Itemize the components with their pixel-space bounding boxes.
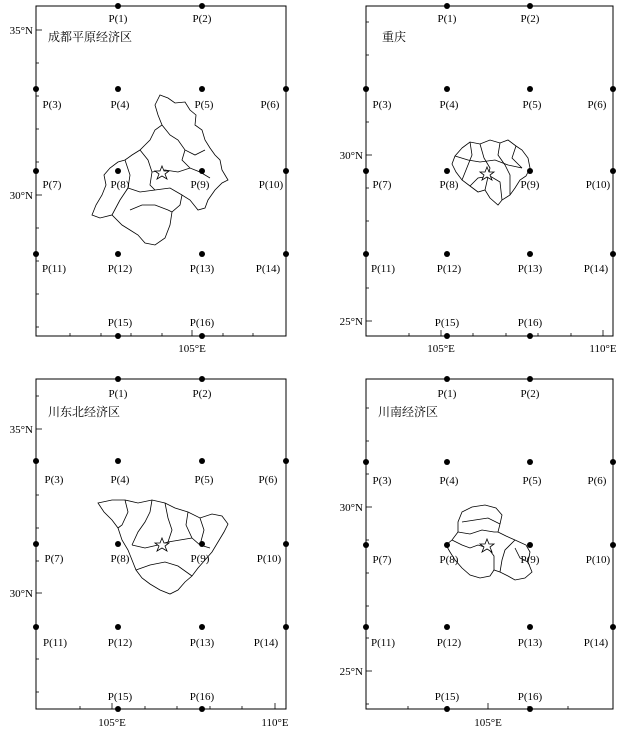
point-label: P(2) bbox=[192, 13, 212, 25]
point-label: P(2) bbox=[192, 388, 212, 400]
lon-label: 105°E bbox=[474, 717, 502, 729]
point-label: P(2) bbox=[520, 388, 540, 400]
point-label: P(15) bbox=[434, 691, 460, 703]
point-label: P(8) bbox=[110, 179, 130, 191]
lat-label: 30°N bbox=[339, 502, 363, 514]
point-label: P(11) bbox=[370, 637, 396, 649]
point-label: P(13) bbox=[517, 263, 543, 275]
point-label: P(14) bbox=[253, 637, 279, 649]
point-label: P(7) bbox=[44, 553, 64, 565]
point-label: P(5) bbox=[194, 99, 214, 111]
point-label: P(3) bbox=[44, 474, 64, 486]
point-label: P(10) bbox=[585, 179, 611, 191]
point-label: P(16) bbox=[189, 691, 215, 703]
point-label: P(7) bbox=[372, 554, 392, 566]
lon-label: 110°E bbox=[261, 717, 289, 729]
lat-label: 25°N bbox=[339, 666, 363, 678]
panel-south-sichuan bbox=[340, 376, 616, 729]
lon-label: 110°E bbox=[589, 343, 617, 355]
lat-label: 35°N bbox=[9, 424, 33, 436]
panel-title: 重庆 bbox=[382, 30, 407, 44]
point-label: P(9) bbox=[520, 179, 540, 191]
star-marker bbox=[480, 167, 494, 180]
point-label: P(1) bbox=[108, 13, 128, 25]
point-label: P(7) bbox=[42, 179, 62, 191]
point-label: P(12) bbox=[107, 263, 133, 275]
point-label: P(9) bbox=[190, 553, 210, 565]
point-label: P(6) bbox=[260, 99, 280, 111]
point-label: P(3) bbox=[372, 99, 392, 111]
point-label: P(1) bbox=[437, 388, 457, 400]
point-label: P(14) bbox=[255, 263, 281, 275]
point-label: P(4) bbox=[439, 99, 459, 111]
point-label: P(11) bbox=[42, 637, 68, 649]
point-label: P(6) bbox=[587, 99, 607, 111]
point-label: P(11) bbox=[370, 263, 396, 275]
point-label: P(8) bbox=[439, 179, 459, 191]
point-label: P(8) bbox=[439, 554, 459, 566]
point-label: P(15) bbox=[107, 691, 133, 703]
point-label: P(4) bbox=[439, 475, 459, 487]
point-label: P(1) bbox=[108, 388, 128, 400]
point-label: P(13) bbox=[517, 637, 543, 649]
point-label: P(10) bbox=[258, 179, 284, 191]
region-outline bbox=[446, 505, 532, 580]
point-label: P(4) bbox=[110, 99, 130, 111]
panel-title: 成都平原经济区 bbox=[48, 30, 133, 44]
point-label: P(2) bbox=[520, 13, 540, 25]
lat-label: 30°N bbox=[9, 588, 33, 600]
panel-northeast-sichuan bbox=[10, 376, 289, 729]
star-marker bbox=[155, 538, 169, 551]
point-label: P(1) bbox=[437, 13, 457, 25]
point-label: P(11) bbox=[41, 263, 67, 275]
point-label: P(8) bbox=[110, 553, 130, 565]
point-label: P(16) bbox=[517, 317, 543, 329]
point-label: P(5) bbox=[522, 475, 542, 487]
point-label: P(15) bbox=[434, 317, 460, 329]
point-label: P(14) bbox=[583, 263, 609, 275]
panel-chongqing bbox=[340, 3, 617, 355]
point-label: P(9) bbox=[190, 179, 210, 191]
point-label: P(5) bbox=[522, 99, 542, 111]
point-label: P(5) bbox=[194, 474, 214, 486]
point-label: P(4) bbox=[110, 474, 130, 486]
lon-label: 105°E bbox=[98, 717, 126, 729]
point-label: P(15) bbox=[107, 317, 133, 329]
point-label: P(10) bbox=[256, 553, 282, 565]
lat-label: 35°N bbox=[9, 25, 33, 37]
point-label: P(13) bbox=[189, 637, 215, 649]
lat-label: 30°N bbox=[339, 150, 363, 162]
point-label: P(6) bbox=[258, 474, 278, 486]
panel-title: 川南经济区 bbox=[378, 405, 439, 419]
point-label: P(3) bbox=[42, 99, 62, 111]
panel-title: 川东北经济区 bbox=[48, 405, 121, 419]
lon-label: 105°E bbox=[427, 343, 455, 355]
point-label: P(6) bbox=[587, 475, 607, 487]
point-label: P(7) bbox=[372, 179, 392, 191]
point-label: P(16) bbox=[517, 691, 543, 703]
point-label: P(14) bbox=[583, 637, 609, 649]
point-label: P(10) bbox=[585, 554, 611, 566]
point-label: P(3) bbox=[372, 475, 392, 487]
point-label: P(9) bbox=[520, 554, 540, 566]
lat-label: 30°N bbox=[9, 190, 33, 202]
point-label: P(12) bbox=[107, 637, 133, 649]
point-label: P(16) bbox=[189, 317, 215, 329]
panel-chengdu-plain bbox=[10, 3, 289, 355]
point-label: P(12) bbox=[436, 263, 462, 275]
point-label: P(13) bbox=[189, 263, 215, 275]
star-marker bbox=[155, 166, 169, 179]
point-label: P(12) bbox=[436, 637, 462, 649]
lat-label: 25°N bbox=[339, 316, 363, 328]
lon-label: 105°E bbox=[178, 343, 206, 355]
star-marker bbox=[480, 539, 494, 552]
